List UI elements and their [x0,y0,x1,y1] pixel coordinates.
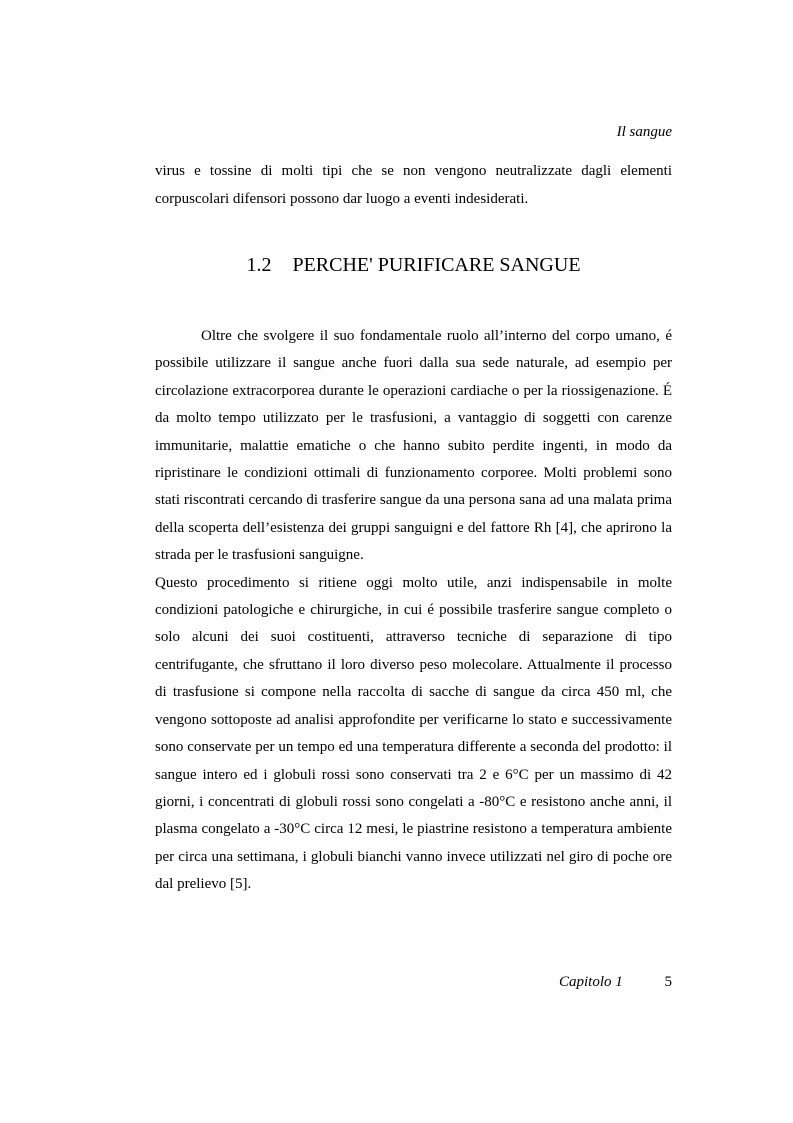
intro-paragraph: virus e tossine di molti tipi che se non vengono neutralizzate dagli elementi corpuscolari difensori possono dar luogo a eventi indesiderati. [155,163,672,207]
body-paragraph-2: Questo procedimento si ritiene oggi molto utile, anzi indispensabile in molte condizioni patologiche e chirurgiche, in cui é possibile trasferire sangue completo o solo alcuni dei suoi costituenti, attraverso tecniche di separazione di tipo centrifugante, che sfruttano il loro diverso peso molecolare. Attualmente il processo di trasfusione si compone nella raccolta di sacche di sangue da circa 450 ml, che vengono sottoposte ad analisi approfondite per verificarne lo stato e successivamente sono conservate per un tempo ed una temperatura differente a seconda del prodotto: il sangue intero ed i globuli rossi sono conservati tra 2 e 6°C per un massimo di 42 giorni, i concentrati di globuli rossi sono congelati a -80°C e resistono anche anni, il plasma congelato a -30°C circa 12 mesi, le piastrine resistono a temperatura ambiente per circa una settimana, i globuli bianchi vanno invece utilizzati nel giro di poche ore dal prelievo [5]. [155,574,672,893]
running-header: Il sangue [616,124,672,140]
page-footer [559,974,672,991]
body-text [155,323,672,899]
section-number: 1.2 [246,254,272,276]
body-paragraph-1: Oltre che svolgere il suo fondamentale ruolo all’interno del corpo umano, é possibile utilizzare il sangue anche fuori dalla sua sede naturale, ad esempio per circolazione extracorporea durante le operazioni cardiache o per la riossigenazione. É da molto tempo utilizzato per le trasfusioni, a vantaggio di soggetti con carenze immunitarie, malattie ematiche o che hanno subito perdite ingenti, in modo da ripristinare le condizioni ottimali di funzionamento corporee. Molti problemi sono stati riscontrati cercando di trasferire sangue da una persona sana ad una malata prima della scoperta dell’esistenza dei gruppi sanguigni e del fattore Rh [4], che aprirono la strada per le trasfusioni sanguigne. [155,328,672,564]
section-title [155,254,672,277]
footer-chapter: Capitolo 1 [558,974,623,990]
section-title-text: PERCHE' PURIFICARE SANGUE [292,254,581,276]
page-number: 5 [664,974,672,990]
